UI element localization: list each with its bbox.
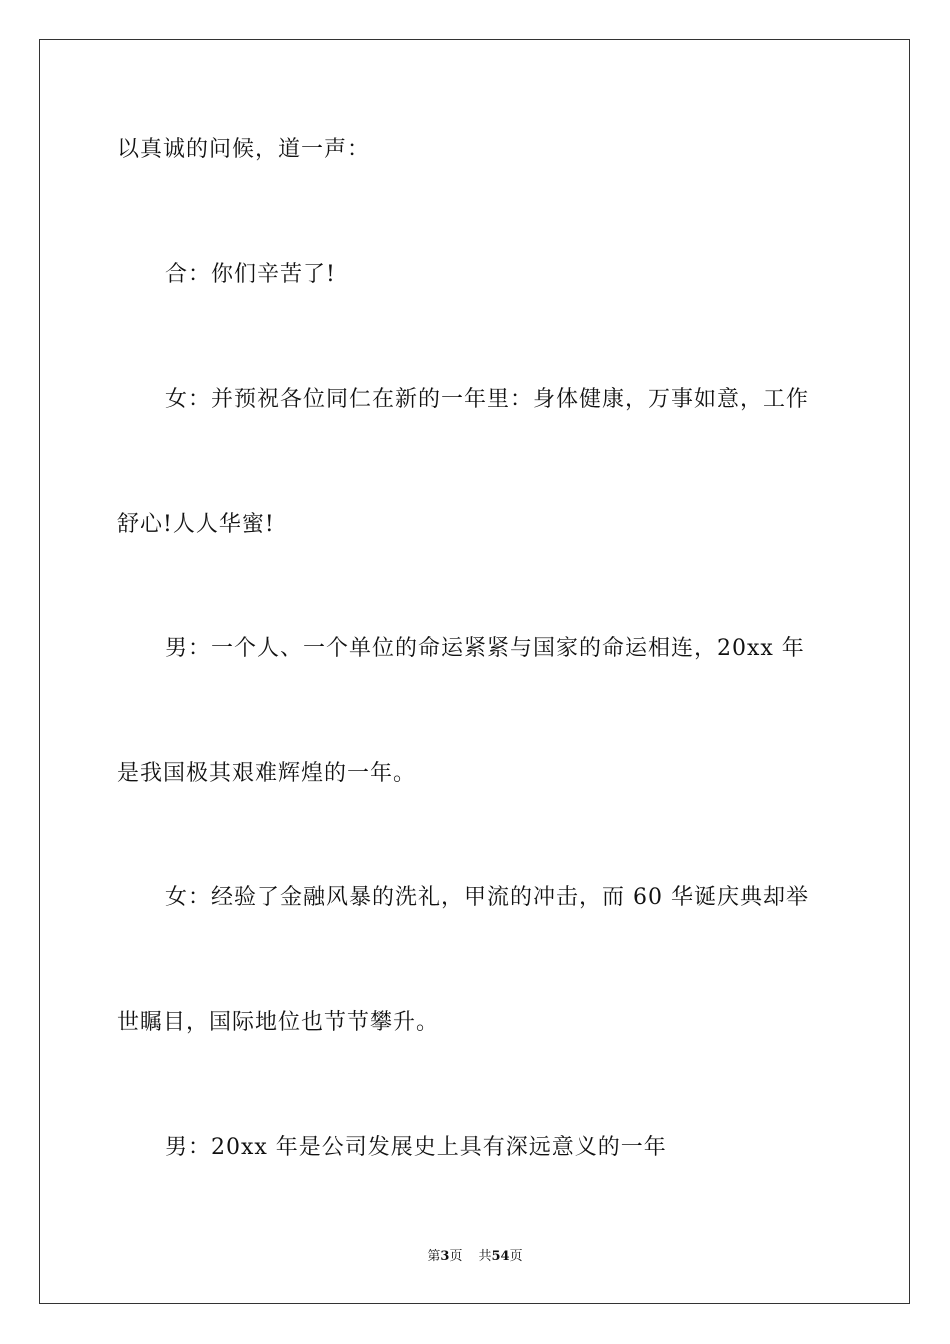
paragraph-line: 舒心!人人华蜜! [117, 512, 275, 537]
paragraph-line: 是我国极其艰难辉煌的一年。 [117, 761, 417, 786]
paragraph-line: 男：一个人、一个单位的命运紧紧与国家的命运相连，20xx 年 [165, 636, 805, 661]
page-suffix: 页 [449, 1249, 463, 1264]
total-suffix: 页 [509, 1249, 523, 1264]
page-border [39, 39, 910, 1304]
page-footer [0, 1248, 950, 1266]
paragraph-line: 以真诚的问候，道一声： [117, 137, 371, 162]
paragraph-line: 合：你们辛苦了! [165, 262, 336, 287]
paragraph-line: 男：20xx 年是公司发展史上具有深远意义的一年 [165, 1135, 667, 1160]
total-page-count: 54 [491, 1249, 510, 1264]
page-prefix: 第 [427, 1249, 441, 1264]
total-prefix: 共 [478, 1249, 492, 1264]
paragraph-line: 世瞩目，国际地位也节节攀升。 [117, 1010, 440, 1035]
paragraph-line: 女：经验了金融风暴的洗礼，甲流的冲击，而 60 华诞庆典却举 [165, 885, 809, 910]
current-page-number: 3 [440, 1249, 450, 1264]
paragraph-line: 女：并预祝各位同仁在新的一年里：身体健康，万事如意，工作 [165, 387, 810, 412]
